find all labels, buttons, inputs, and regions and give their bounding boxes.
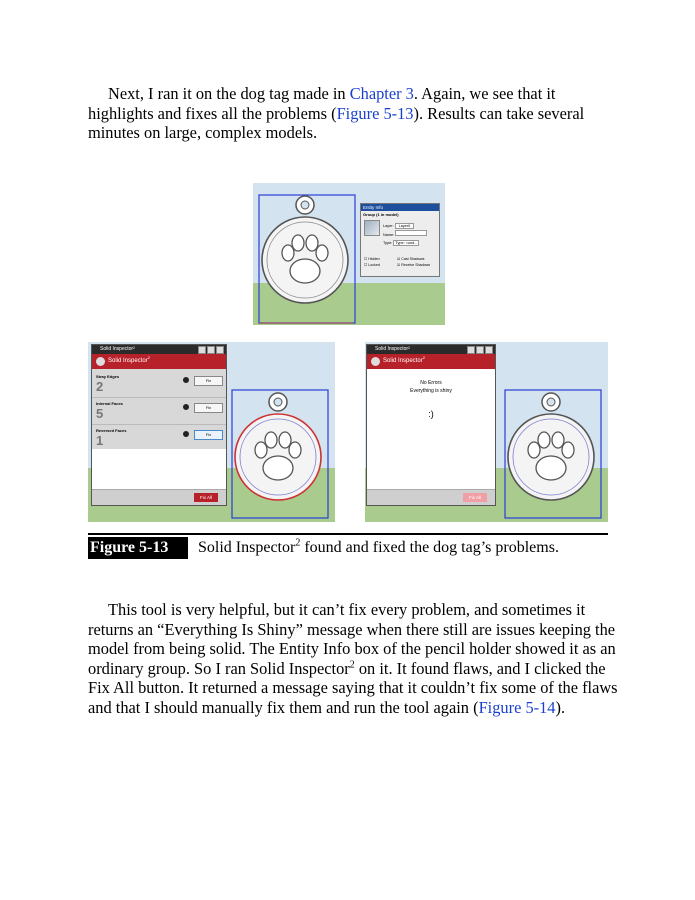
info-icon bbox=[183, 404, 189, 410]
entity-info-title: Entity Info bbox=[361, 204, 439, 211]
issue-row-stray-edges: Stray Edges 2 Fix bbox=[92, 371, 226, 398]
figure-caption: Solid Inspector$^2$ found and fixed the dog tag’s problems. bbox=[198, 537, 559, 556]
footer-right bbox=[367, 489, 495, 505]
window-title-right: Solid Inspector² bbox=[367, 345, 495, 354]
shiny-text: Everything is shiny bbox=[410, 388, 452, 394]
receive-shadows-checkbox[interactable]: ☑ Receive Shadows bbox=[397, 263, 431, 267]
issue-row-reversed-faces: Reversed Faces 1 Fix bbox=[92, 425, 226, 449]
hidden-checkbox[interactable]: ☐ Hidden bbox=[364, 257, 380, 261]
issues-list bbox=[92, 369, 226, 449]
solid-inspector-window-left: Solid Inspector² Solid Inspector$^2$ Stray Edges 2 Fix Internal Faces 5 Fix Reversed Faces 1 Fix Fix All bbox=[91, 344, 227, 506]
link-figure-5-13[interactable]: Figure 5-13 bbox=[336, 103, 414, 123]
layer-select[interactable]: Layer0 bbox=[395, 223, 415, 229]
fix-internal-faces-button[interactable]: Fix bbox=[194, 403, 223, 413]
footer-left bbox=[92, 489, 226, 505]
cast-shadows-checkbox[interactable]: ☑ Cast Shadows bbox=[397, 257, 425, 261]
figure-bottom-right-panel bbox=[365, 342, 608, 522]
paragraph-tool-limits: This tool is very helpful, but it can’t fix every problem, and sometimes it returns an “Everything Is Shiny” message when there still are issues keeping the model from being solid. The Entity Info box of the pencil holder showed it as an ordinary group. So I ran Solid Inspector$^2$ on it. It found flaws, and I clicked the Fix All button. It returned a message saying that it couldn’t fix some of the flaws and that I should manually fix them and run the tool again (Figure 5-14). bbox=[88, 600, 618, 717]
link-figure-5-14[interactable]: Figure 5-14 bbox=[478, 697, 556, 717]
entity-swatch bbox=[364, 220, 380, 236]
entity-info-group: Group (1 in model) bbox=[363, 212, 399, 217]
paragraph-intro: Next, I ran it on the dog tag made in Chapter 3. Again, we see that it highlights and fixes all the problems (Figure 5-13). Results can take several minutes on large, complex models. bbox=[88, 84, 585, 142]
link-chapter-3[interactable]: Chapter 3 bbox=[349, 84, 414, 103]
smile-text: :) bbox=[428, 409, 434, 419]
fix-all-button-right[interactable]: Fix All bbox=[463, 493, 487, 502]
no-errors-text: No Errors bbox=[420, 380, 442, 386]
figure-top-panel bbox=[253, 183, 445, 325]
fix-stray-edges-button[interactable]: Fix bbox=[194, 376, 223, 386]
solid-inspector-logo-icon bbox=[371, 357, 380, 366]
fix-all-button-left[interactable]: Fix All bbox=[194, 493, 218, 502]
type-select[interactable]: Type: <und... bbox=[395, 241, 418, 245]
solid-inspector-window-right: Solid Inspector² Solid Inspector$^2$ No Errors Everything is shiny :) Fix All bbox=[366, 344, 496, 506]
solid-inspector-logo-icon bbox=[96, 357, 105, 366]
name-input[interactable] bbox=[395, 230, 427, 236]
window-title-left: Solid Inspector² bbox=[92, 345, 226, 354]
figure-bottom-left-panel bbox=[88, 342, 335, 522]
header-right: Solid Inspector bbox=[383, 358, 423, 364]
locked-checkbox[interactable]: ☐ Locked bbox=[364, 263, 380, 267]
figure-label: Figure 5-13 bbox=[88, 537, 188, 559]
header-left: Solid Inspector bbox=[108, 358, 148, 364]
caption-rule bbox=[88, 533, 608, 535]
issue-row-internal-faces: Internal Faces 5 Fix bbox=[92, 398, 226, 425]
entity-info-dialog: Entity Info Group (1 in model) Layer: Layer0 Name: Type: Type: <und... ☐ Hidden ☐ Locked ☑ Cast Shadows ☑ Receive Shadows bbox=[360, 203, 440, 277]
window-controls-right[interactable] bbox=[466, 346, 493, 354]
info-icon bbox=[183, 377, 189, 383]
window-controls-left[interactable] bbox=[197, 346, 224, 354]
fix-reversed-faces-button[interactable]: Fix bbox=[194, 430, 223, 440]
info-icon bbox=[183, 431, 189, 437]
